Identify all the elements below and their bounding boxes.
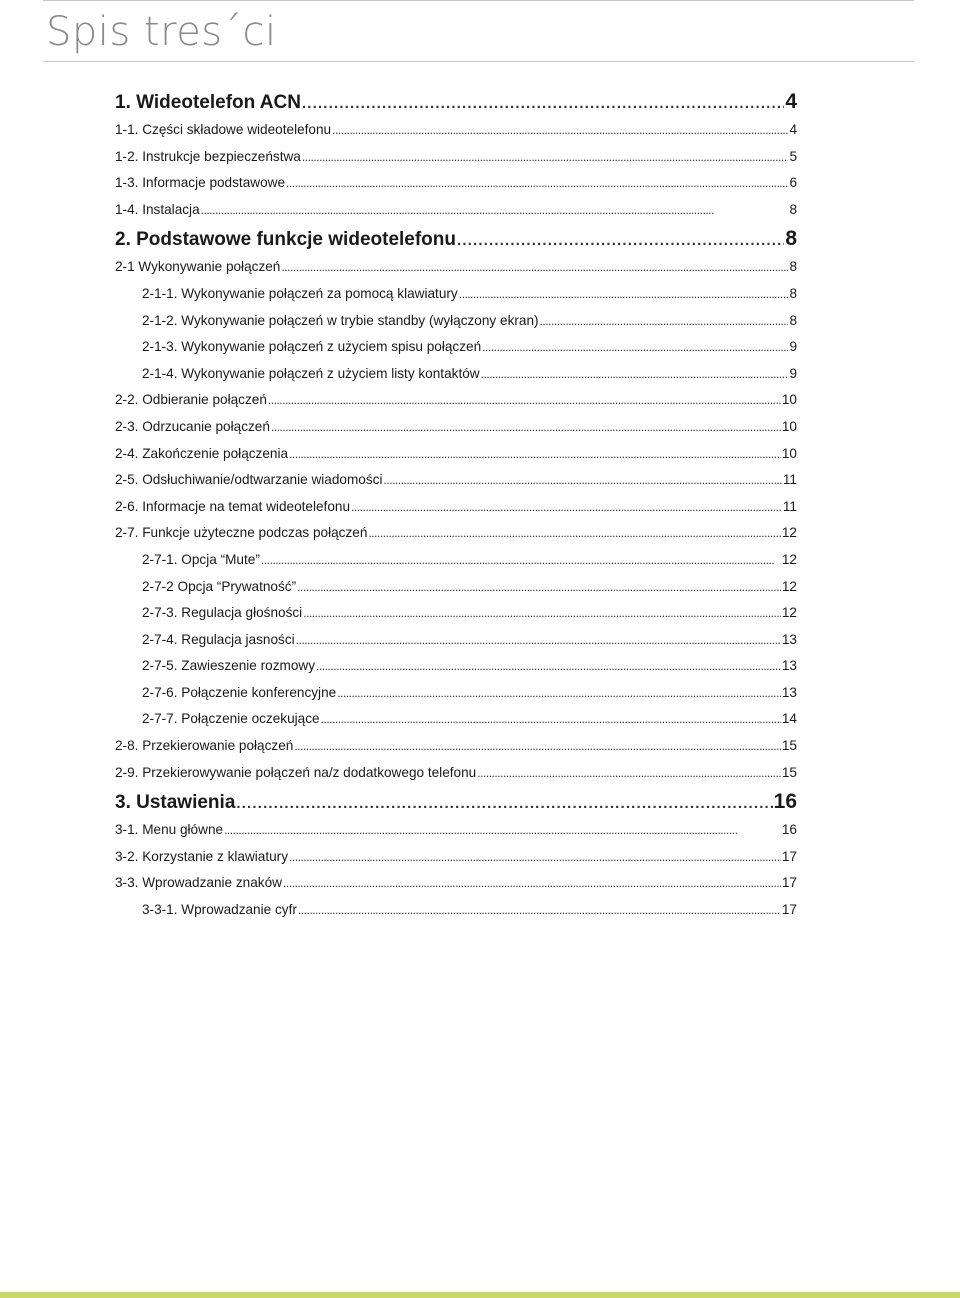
toc-chapter-entry[interactable] xyxy=(115,786,797,817)
toc-entry[interactable] xyxy=(115,144,797,171)
toc-entry-label: 2-1-2. Wykonywanie połączeń w trybie standby (wyłączony ekran) xyxy=(142,312,539,328)
toc-entry[interactable] xyxy=(115,414,797,441)
toc-entry[interactable] xyxy=(115,197,797,224)
toc-leader-dots xyxy=(368,520,780,547)
toc-entry-page-number: 12 xyxy=(781,578,797,594)
toc-entry[interactable] xyxy=(115,520,797,547)
toc-leader-dots xyxy=(477,760,781,787)
toc-entry-label: 2-7-3. Regulacja głośności xyxy=(142,605,303,621)
toc-entry-page-number: 16 xyxy=(781,822,797,838)
toc-entry-page-number: 8 xyxy=(789,201,797,217)
toc-leader-dots xyxy=(283,870,781,897)
toc-entry[interactable] xyxy=(115,680,797,707)
toc-leader-dots xyxy=(261,547,781,574)
toc-entry-page-number: 5 xyxy=(789,148,797,164)
toc-entry-label: 3. Ustawienia xyxy=(115,792,236,814)
toc-leader-dots xyxy=(351,494,782,521)
toc-entry[interactable] xyxy=(115,733,797,760)
toc-entry-page-number: 4 xyxy=(785,90,797,113)
toc-entry-label: 3-2. Korzystanie z klawiatury xyxy=(115,848,289,864)
toc-entry[interactable] xyxy=(115,600,797,627)
toc-entry[interactable] xyxy=(115,547,797,574)
toc-entry-label: 3-1. Menu główne xyxy=(115,822,224,838)
toc-entry-page-number: 9 xyxy=(789,365,797,381)
toc-entry[interactable] xyxy=(115,254,797,281)
toc-entry-label: 2-7. Funkcje użyteczne podczas połączeń xyxy=(115,525,368,541)
toc-entry-page-number: 8 xyxy=(785,227,797,251)
toc-entry-label: 2-1 Wykonywanie połączeń xyxy=(115,259,281,275)
footer-accent-bar xyxy=(0,1292,960,1298)
toc-entry-label: 2-7-5. Zawieszenie rozmowy xyxy=(142,658,316,674)
toc-entry-page-number: 11 xyxy=(782,498,797,514)
toc-entry-label: 2-6. Informacje na temat wideotelefonu xyxy=(115,498,351,514)
toc-entry-label: 2-1-1. Wykonywanie połączeń za pomocą klawiatury xyxy=(142,285,458,301)
toc-leader-dots xyxy=(321,706,781,733)
toc-leader-dots xyxy=(296,627,781,654)
toc-entry-page-number: 14 xyxy=(781,711,797,727)
toc-entry-label: 1-3. Informacje podstawowe xyxy=(115,175,286,191)
toc-entry-page-number: 10 xyxy=(781,392,797,408)
toc-leader-dots xyxy=(297,574,781,601)
toc-entry-page-number: 17 xyxy=(781,875,797,891)
table-of-contents xyxy=(115,86,797,924)
toc-entry[interactable] xyxy=(115,574,797,601)
toc-entry-label: 2. Podstawowe funkcje wideotelefonu xyxy=(115,229,456,251)
toc-entry[interactable] xyxy=(115,117,797,144)
toc-leader-dots xyxy=(302,87,784,119)
toc-leader-dots xyxy=(303,600,781,627)
toc-entry-page-number: 13 xyxy=(781,631,797,647)
toc-entry-page-number: 15 xyxy=(781,738,797,754)
toc-leader-dots xyxy=(302,144,789,171)
toc-entry[interactable] xyxy=(115,627,797,654)
toc-leader-dots xyxy=(383,467,781,494)
toc-entry[interactable] xyxy=(115,870,797,897)
toc-entry[interactable] xyxy=(115,467,797,494)
toc-entry[interactable] xyxy=(115,334,797,361)
toc-entry-page-number: 12 xyxy=(781,551,797,567)
toc-leader-dots xyxy=(271,414,781,441)
toc-leader-dots xyxy=(459,281,789,308)
toc-entry-page-number: 17 xyxy=(781,848,797,864)
toc-entry-page-number: 13 xyxy=(781,658,797,674)
toc-chapter-entry[interactable] xyxy=(115,86,797,117)
toc-entry-page-number: 10 xyxy=(781,445,797,461)
toc-entry-page-number: 13 xyxy=(781,684,797,700)
toc-leader-dots xyxy=(294,733,781,760)
toc-entry[interactable] xyxy=(115,308,797,335)
toc-entry[interactable] xyxy=(115,387,797,414)
toc-leader-dots xyxy=(316,653,781,680)
toc-entry-label: 2-9. Przekierowywanie połączeń na/z dodatkowego telefonu xyxy=(115,764,477,780)
toc-entry-label: 2-1-4. Wykonywanie połączeń z użyciem listy kontaktów xyxy=(142,365,480,381)
toc-entry-page-number: 6 xyxy=(789,175,797,191)
toc-entry[interactable] xyxy=(115,817,797,844)
toc-entry-label: 1. Wideotelefon ACN xyxy=(115,92,301,113)
toc-leader-dots xyxy=(332,117,788,144)
toc-entry-page-number: 15 xyxy=(781,764,797,780)
toc-entry-label: 1-2. Instrukcje bezpieczeństwa xyxy=(115,148,301,164)
toc-entry[interactable] xyxy=(115,706,797,733)
toc-entry-page-number: 4 xyxy=(789,122,797,137)
toc-entry-label: 2-7-6. Połączenie konferencyjne xyxy=(142,684,337,700)
toc-leader-dots xyxy=(289,441,781,468)
toc-entry-label: 1-4. Instalacja xyxy=(115,201,200,217)
toc-entry[interactable] xyxy=(115,494,797,521)
toc-entry-label: 3-3-1. Wprowadzanie cyfr xyxy=(142,902,297,918)
toc-leader-dots xyxy=(298,897,781,924)
toc-entry-label: 2-7-2 Opcja “Prywatność” xyxy=(142,578,297,594)
toc-entry[interactable] xyxy=(115,281,797,308)
toc-leader-dots xyxy=(289,844,781,871)
page-title: Spis tres´ci xyxy=(46,9,277,55)
toc-entry-label: 2-7-4. Regulacja jasności xyxy=(142,631,295,647)
toc-leader-dots xyxy=(286,170,788,197)
toc-entry[interactable] xyxy=(115,844,797,871)
toc-entry[interactable] xyxy=(115,441,797,468)
toc-entry-page-number: 9 xyxy=(789,339,797,355)
toc-entry-page-number: 17 xyxy=(781,902,797,918)
toc-entry[interactable] xyxy=(115,653,797,680)
toc-entry-label: 2-3. Odrzucanie połączeń xyxy=(115,418,270,434)
toc-leader-dots xyxy=(236,787,772,819)
toc-entry-label: 3-3. Wprowadzanie znaków xyxy=(115,875,282,891)
toc-entry-label: 2-8. Przekierowanie połączeń xyxy=(115,738,294,754)
toc-entry-label: 2-7-7. Połączenie oczekujące xyxy=(142,711,320,727)
toc-entry-page-number: 8 xyxy=(789,285,797,301)
toc-leader-dots xyxy=(268,387,781,414)
toc-entry-label: 1-1. Części składowe wideotelefonu xyxy=(115,122,332,137)
toc-leader-dots xyxy=(457,224,784,256)
toc-entry-page-number: 12 xyxy=(781,525,797,541)
toc-chapter-entry[interactable] xyxy=(115,223,797,254)
toc-entry[interactable] xyxy=(115,170,797,197)
toc-entry[interactable] xyxy=(115,897,797,924)
toc-leader-dots xyxy=(540,308,789,335)
toc-leader-dots xyxy=(201,197,789,224)
toc-entry[interactable] xyxy=(115,361,797,388)
toc-entry-label: 2-7-1. Opcja “Mute” xyxy=(142,551,260,567)
toc-leader-dots xyxy=(224,817,781,844)
toc-entry[interactable] xyxy=(115,760,797,787)
toc-entry-page-number: 12 xyxy=(781,605,797,621)
toc-entry-label: 2-4. Zakończenie połączenia xyxy=(115,445,289,461)
toc-entry-page-number: 10 xyxy=(781,418,797,434)
toc-entry-page-number: 11 xyxy=(782,472,797,488)
toc-leader-dots xyxy=(337,680,781,707)
toc-entry-page-number: 8 xyxy=(789,312,797,328)
toc-leader-dots xyxy=(482,334,788,361)
title-rule xyxy=(43,61,914,62)
top-rule xyxy=(43,0,914,1)
toc-entry-label: 2-5. Odsłuchiwanie/odtwarzanie wiadomości xyxy=(115,472,383,488)
toc-entry-label: 2-1-3. Wykonywanie połączeń z użyciem spisu połączeń xyxy=(142,339,482,355)
toc-entry-label: 2-2. Odbieranie połączeń xyxy=(115,392,267,408)
toc-leader-dots xyxy=(281,254,788,281)
toc-leader-dots xyxy=(481,361,789,388)
toc-entry-page-number: 8 xyxy=(789,259,797,275)
toc-entry-page-number: 16 xyxy=(773,790,797,814)
